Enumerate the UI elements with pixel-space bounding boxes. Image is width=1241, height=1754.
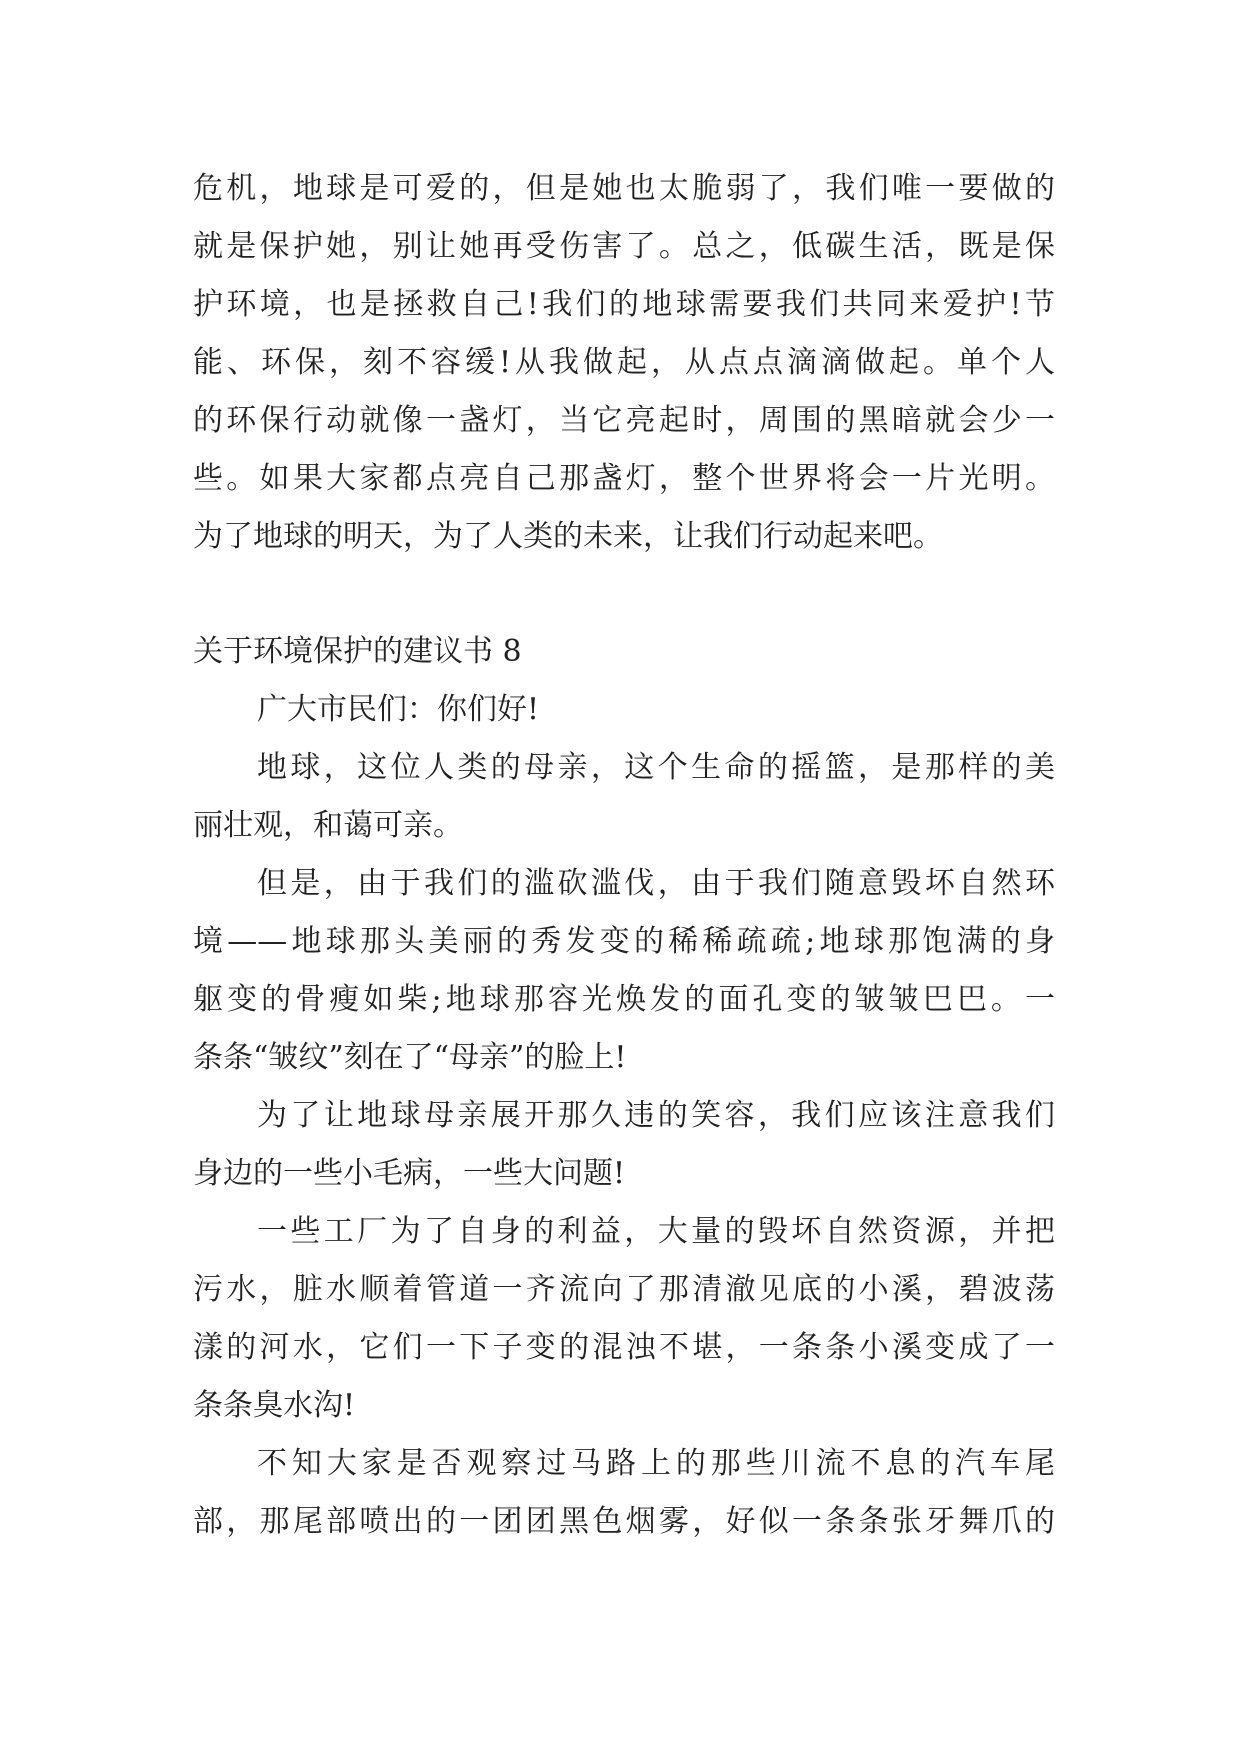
document-body: [193, 160, 1055, 1551]
text-line: 不知大家是否观察过马路上的那些川流不息的汽车尾: [257, 1446, 1055, 1481]
paragraph-deforestation: [193, 855, 1055, 1087]
text-line: 境——地球那头美丽的秀发变的稀稀疏疏;地球那饱满的身: [193, 924, 1055, 959]
text-line: 条条臭水沟!: [193, 1388, 356, 1423]
text-line: 为了地球的明天，为了人类的未来，让我们行动起来吧。: [193, 519, 943, 554]
paragraph-small-problems: [193, 1087, 1055, 1203]
text-line: 条条“皱纹”刻在了“母亲”的脸上!: [193, 1040, 627, 1075]
text-line: 丽壮观，和蔼可亲。: [193, 808, 463, 843]
text-line: 护环境，也是拯救自己!我们的地球需要我们共同来爱护!节: [193, 287, 1055, 322]
paragraph-factory-pollution: [193, 1203, 1055, 1435]
text-line: 为了让地球母亲展开那久违的笑容，我们应该注意我们: [257, 1098, 1055, 1133]
text-line: 危机，地球是可爱的，但是她也太脆弱了，我们唯一要做的: [193, 171, 1055, 206]
greeting: 广大市民们：你们好!: [257, 692, 540, 727]
text-line: 漾的河水，它们一下子变的混浊不堪，一条条小溪变成了一: [193, 1330, 1055, 1365]
text-line: 污水，脏水顺着管道一齐流向了那清澈见底的小溪，碧波荡: [193, 1272, 1055, 1307]
text-line: 身边的一些小毛病，一些大问题!: [193, 1156, 626, 1191]
text-line: 就是保护她，别让她再受伤害了。总之，低碳生活，既是保: [193, 229, 1055, 264]
text-line: 躯变的骨瘦如柴;地球那容光焕发的面孔变的皱皱巴巴。一: [193, 982, 1055, 1017]
text-line: 一些工厂为了自身的利益，大量的毁坏自然资源，并把: [257, 1214, 1055, 1249]
section-gap: [193, 566, 1055, 623]
section-title: 关于环境保护的建议书 8: [193, 634, 522, 669]
text-line: 的环保行动就像一盏灯，当它亮起时，周围的黑暗就会少一: [193, 403, 1055, 438]
paragraph-closing: [193, 160, 1055, 566]
text-line: 能、环保，刻不容缓!从我做起，从点点滴滴做起。单个人: [193, 345, 1055, 380]
text-line: 但是，由于我们的滥砍滥伐，由于我们随意毁坏自然环: [257, 866, 1055, 901]
paragraph-earth-mother: [193, 739, 1055, 855]
paragraph-car-exhaust: [193, 1435, 1055, 1551]
text-line: 些。如果大家都点亮自己那盏灯，整个世界将会一片光明。: [193, 461, 1055, 496]
text-line: 部，那尾部喷出的一团团黑色烟雾，好似一条条张牙舞爪的: [193, 1504, 1055, 1539]
text-line: 地球，这位人类的母亲，这个生命的摇篮，是那样的美: [257, 750, 1055, 785]
